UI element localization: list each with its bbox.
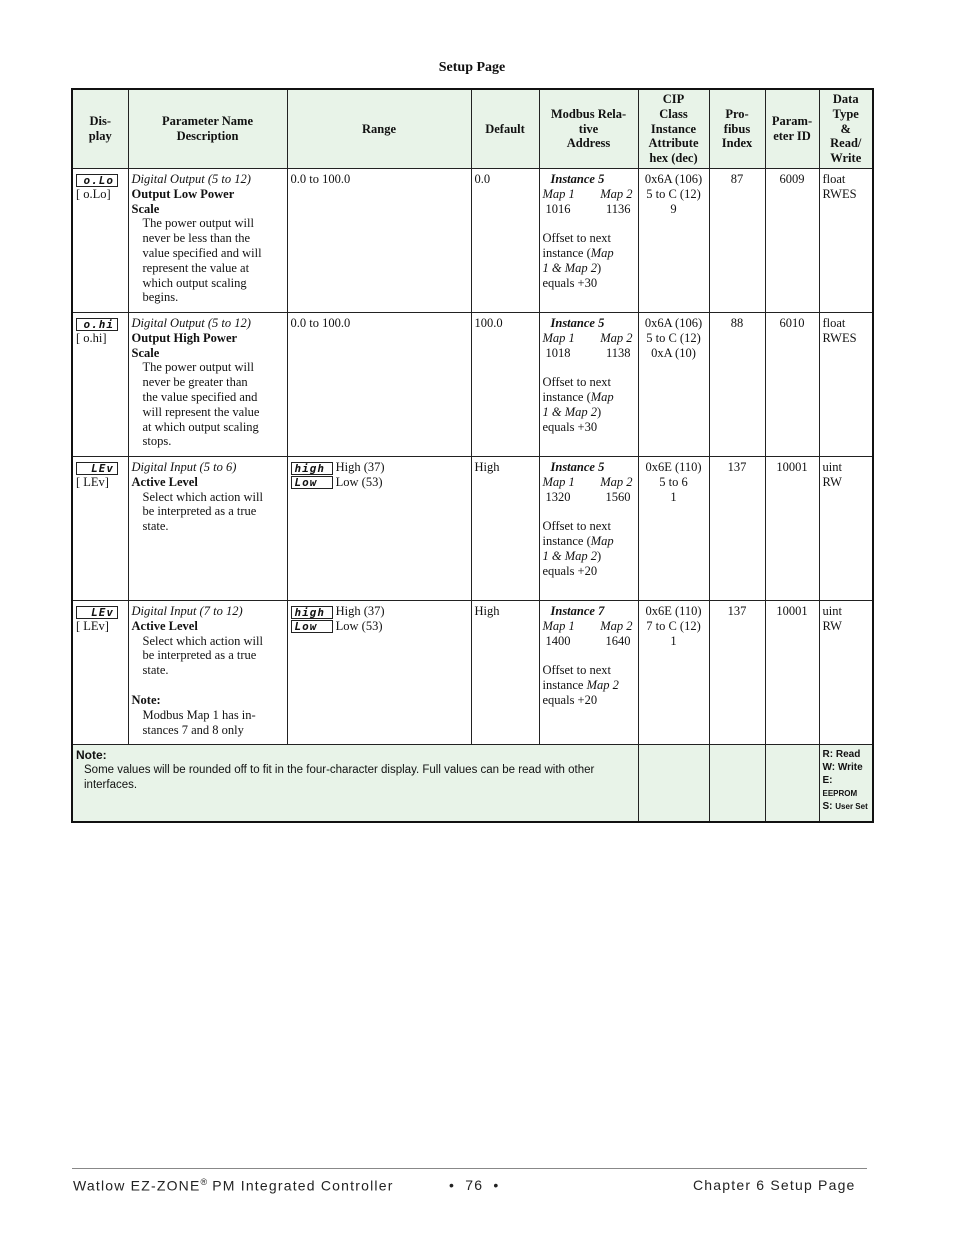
footer-product: Watlow EZ-ZONE® PM Integrated Controller (73, 1177, 394, 1194)
lcd-display-icon: LEv (76, 462, 118, 475)
display-cell: o.hi [ o.hi] (72, 313, 128, 457)
range-cell: high High (37) Low Low (53) (287, 457, 471, 601)
data-type-cell: uint RW (819, 457, 873, 601)
parameter-id-cell: 10001 (765, 457, 819, 601)
default-cell: High (471, 601, 539, 745)
page-title: Setup Page (438, 60, 506, 75)
header-cip: CIP Class Instance Attribute hex (dec) (638, 89, 709, 169)
default-cell: 100.0 (471, 313, 539, 457)
header-parameter-id: Param- eter ID (765, 89, 819, 169)
parameter-id-cell: 10001 (765, 601, 819, 745)
data-type-cell: float RWES (819, 169, 873, 313)
table-row (72, 313, 873, 457)
footer-divider (72, 1168, 867, 1169)
header-range: Range (287, 89, 471, 169)
default-cell: High (471, 457, 539, 601)
empty-cell (709, 745, 765, 823)
lcd-display-icon: o.Lo (76, 174, 118, 187)
cip-cell: 0x6A (106) 5 to C (12) 0xA (10) (638, 313, 709, 457)
profibus-cell: 88 (709, 313, 765, 457)
modbus-cell: Instance 5 Map 1 Map 2 1018 1138 Offset to next instance (Map 1 & Map 2) equals +30 (539, 313, 638, 457)
empty-cell (765, 745, 819, 823)
note-row (72, 745, 873, 823)
lcd-high-icon: high (291, 606, 333, 619)
lcd-low-icon: Low (291, 476, 333, 489)
range-cell: 0.0 to 100.0 (287, 313, 471, 457)
header-data-type: Data Type & Read/ Write (819, 89, 873, 169)
display-cell: LEv [ LEv] (72, 457, 128, 601)
lcd-low-icon: Low (291, 620, 333, 633)
lcd-display-icon: LEv (76, 606, 118, 619)
setup-parameter-table (71, 88, 874, 823)
cip-cell: 0x6E (110) 7 to C (12) 1 (638, 601, 709, 745)
footer-page-number: • 76 • (449, 1177, 500, 1193)
table-row (72, 169, 873, 313)
modbus-cell: Instance 7 Map 1 Map 2 1400 1640 Offset to next instance Map 2 equals +20 (539, 601, 638, 745)
header-profibus: Pro- fibus Index (709, 89, 765, 169)
profibus-cell: 137 (709, 601, 765, 745)
header-default: Default (471, 89, 539, 169)
parameter-id-cell: 6009 (765, 169, 819, 313)
header-modbus: Modbus Rela- tive Address (539, 89, 638, 169)
lcd-display-icon: o.hi (76, 318, 118, 331)
parameter-cell: Digital Input (7 to 12) Active Level Select which action will be interpreted as a true state. Note: Modbus Map 1 has in- stances 7 and 8 only (128, 601, 287, 745)
parameter-cell: Digital Output (5 to 12) Output Low Power Scale The power output will never be less than the value specified and will represent the value at which output scaling begins. (128, 169, 287, 313)
parameter-cell: Digital Input (5 to 6) Active Level Select which action will be interpreted as a true state. (128, 457, 287, 601)
table-header-row (72, 89, 873, 169)
modbus-cell: Instance 5 Map 1 Map 2 1016 1136 Offset to next instance (Map 1 & Map 2) equals +30 (539, 169, 638, 313)
data-type-cell: float RWES (819, 313, 873, 457)
header-parameter: Parameter Name Description (128, 89, 287, 169)
profibus-cell: 87 (709, 169, 765, 313)
note-cell: Note: Some values will be rounded off to fit in the four-character display. Full values can be read with other interfaces. (72, 745, 638, 823)
header-display: Dis- play (72, 89, 128, 169)
default-cell: 0.0 (471, 169, 539, 313)
table-row (72, 601, 873, 745)
lcd-high-icon: high (291, 462, 333, 475)
display-cell: o.Lo [ o.Lo] (72, 169, 128, 313)
parameter-cell: Digital Output (5 to 12) Output High Power Scale The power output will never be greater than the value specified and will represent the value at which output scaling stops. (128, 313, 287, 457)
legend-cell: R: Read W: Write E: EEPROM S: User Set (819, 745, 873, 823)
data-type-cell: uint RW (819, 601, 873, 745)
footer-chapter: Chapter 6 Setup Page (693, 1177, 856, 1193)
table-row (72, 457, 873, 601)
cip-cell: 0x6E (110) 5 to 6 1 (638, 457, 709, 601)
parameter-id-cell: 6010 (765, 313, 819, 457)
modbus-cell: Instance 5 Map 1 Map 2 1320 1560 Offset to next instance (Map 1 & Map 2) equals +20 (539, 457, 638, 601)
profibus-cell: 137 (709, 457, 765, 601)
range-cell: 0.0 to 100.0 (287, 169, 471, 313)
cip-cell: 0x6A (106) 5 to C (12) 9 (638, 169, 709, 313)
empty-cell (638, 745, 709, 823)
display-cell: LEv [ LEv] (72, 601, 128, 745)
range-cell: high High (37) Low Low (53) (287, 601, 471, 745)
